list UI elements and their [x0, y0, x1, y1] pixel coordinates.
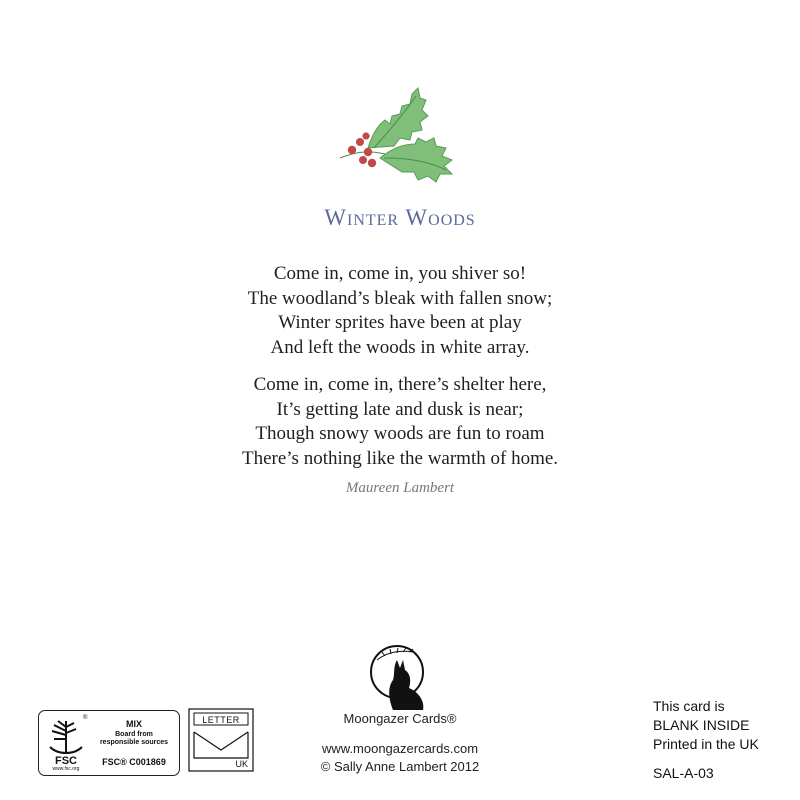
- info-line-2: BLANK INSIDE: [653, 717, 750, 733]
- info-line-1: This card is: [653, 698, 725, 714]
- fsc-mix-label: MIX: [125, 719, 142, 729]
- poem-line: The woodland’s bleak with fallen snow;: [247, 287, 553, 309]
- poem-line: There’s nothing like the warmth of home.: [241, 447, 559, 469]
- fsc-board-line-2: responsible sources: [99, 739, 169, 746]
- poem-author: Maureen Lambert: [345, 480, 455, 496]
- card-info: [653, 697, 759, 783]
- fsc-board-text: [91, 731, 177, 747]
- fsc-name: FSC: [55, 755, 77, 767]
- fsc-board-line-1: Board from: [115, 731, 153, 738]
- poem-line: Though snowy woods are fun to roam: [255, 423, 545, 444]
- holly-sprig-icon: [330, 80, 470, 190]
- poem-line: And left the woods in white array.: [270, 336, 530, 358]
- product-code: SAL-A-03: [653, 765, 714, 781]
- postage-label: LETTER: [202, 715, 240, 725]
- poem-stanza-1: [0, 262, 800, 360]
- postage-country: UK: [235, 759, 248, 769]
- postage-letter-badge: [188, 708, 254, 772]
- fsc-url: www.fsc.org: [52, 766, 80, 772]
- fsc-code: FSC® C001869: [102, 757, 166, 767]
- poem-line: Winter sprites have been at play: [278, 312, 522, 333]
- poem-stanza-2: [0, 373, 800, 471]
- poem-line: Come in, come in, there’s shelter here,: [253, 374, 547, 395]
- moongazing-hare-icon: [363, 630, 435, 712]
- website-link[interactable]: www.moongazercards.com: [321, 741, 479, 756]
- copyright-text: © Sally Anne Lambert 2012: [320, 759, 480, 774]
- fsc-badge: [38, 710, 180, 776]
- info-line-3: Printed in the UK: [653, 736, 759, 752]
- poem-line: Come in, come in, you shiver so!: [273, 263, 527, 284]
- poem-line: It’s getting late and dusk is near;: [276, 398, 524, 420]
- registered-mark: ®: [83, 715, 88, 721]
- brand-name: Moongazer Cards®: [343, 711, 457, 726]
- fsc-tree-icon: [46, 717, 86, 759]
- card-title: Winter Woods: [324, 205, 476, 230]
